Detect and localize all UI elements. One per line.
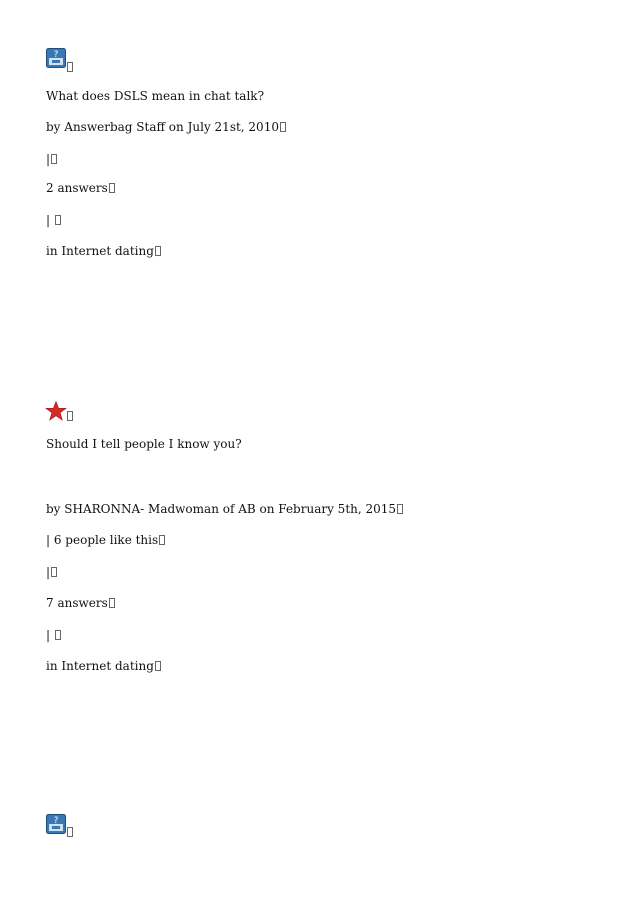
svg-text:?: ? (53, 816, 59, 826)
separator: | (46, 565, 57, 579)
placeholder-glyph (67, 411, 73, 421)
question-icon (46, 48, 66, 68)
answers-link[interactable]: 2 answers (46, 181, 115, 195)
placeholder-glyph (67, 62, 73, 72)
question-link[interactable]: Should I tell people I know you? (46, 437, 242, 451)
separator: | (46, 628, 61, 642)
category-link[interactable]: in Internet dating (46, 659, 161, 673)
byline: by Answerbag Staff on July 21st, 2010 (46, 120, 286, 134)
category-link[interactable]: in Internet dating (46, 244, 161, 258)
separator: | (46, 152, 57, 166)
star-icon (45, 401, 67, 421)
svg-text:?: ? (53, 50, 59, 60)
answers-link[interactable]: 7 answers (46, 596, 115, 610)
placeholder-glyph (67, 827, 73, 837)
byline: by SHARONNA- Madwoman of AB on February 5th, 2015 (46, 502, 403, 516)
question-icon (46, 814, 66, 834)
likes-count: | 6 people like this (46, 533, 165, 547)
separator: | (46, 213, 61, 227)
question-link[interactable]: What does DSLS mean in chat talk? (46, 89, 264, 103)
